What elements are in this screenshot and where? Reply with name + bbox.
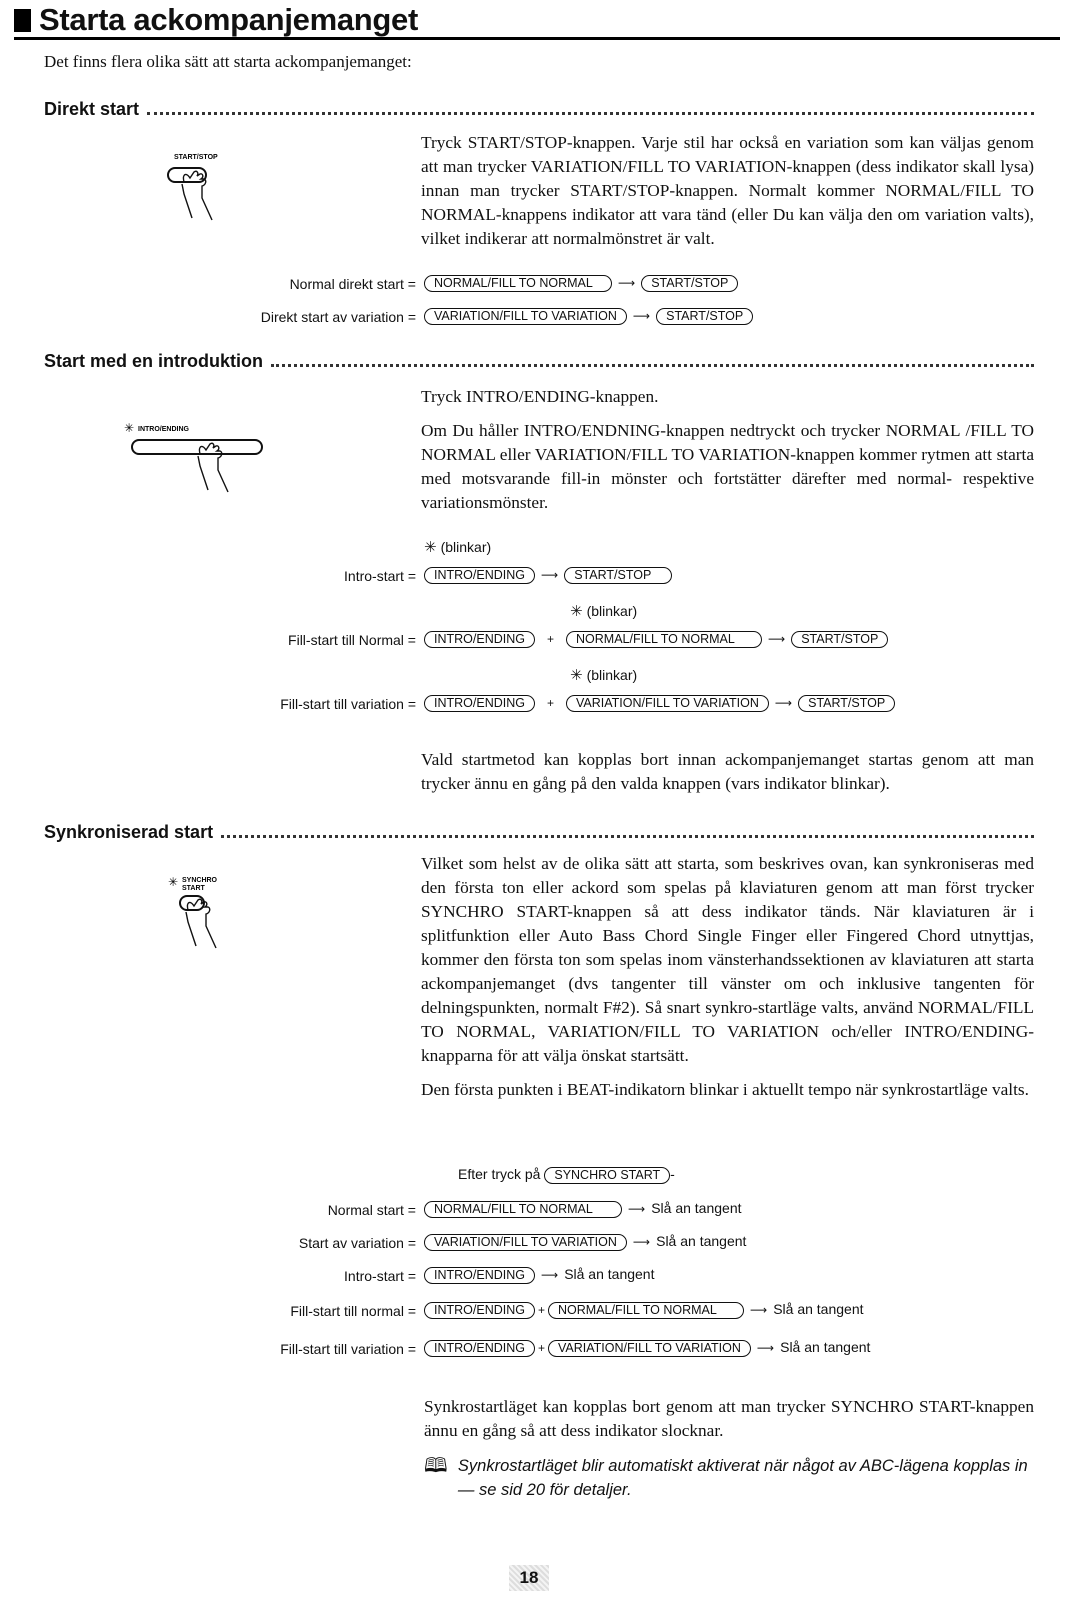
section-heading-direct: Direkt start (44, 99, 1034, 120)
blink-star-icon: ✳ (168, 875, 179, 889)
synchro-start-button[interactable]: SYNCHRO START (544, 1167, 670, 1184)
page-number: 18 (509, 1565, 549, 1591)
section-heading-synchro: Synkroniserad start (44, 822, 1034, 843)
blink-star-icon: ✳ (424, 539, 437, 556)
normal-fill-to-normal-button[interactable]: NORMAL/FILL TO NORMAL (424, 275, 612, 292)
synchro-body: Vilket som helst av de olika sätt att starta, som beskrives ovan, kan synkroniseras med den första ton eller ackord som spelas på klaviaturen genom att man först trycker SYNCHRO START-knappen så att dess indikator tänds. När klaviaturen är i splitfunktion eller Auto Bass Chord Single Finger eller Fingered Chord utnyttjas, kommer den första ton som spelas inom vänsterhandssektionen av klaviaturen att starta ackompanjemanget (dvs tangenter till vänster om och inklusive tangenten för delningspunkten, normalt F#2). Så snart synkro-startläge valts, använd NORMAL/FILL TO NORMAL, VARIATION/FILL TO VARIATION och/eller INTRO/ENDING-knapparna för att välja önskat startsätt. Den första punkten i BEAT-indikatorn blinkar i aktuellt tempo när synkrostartläge valts. (421, 854, 1034, 1099)
arrow-icon: ⟶ (540, 568, 559, 582)
flow-row: INTRO/ENDING + VARIATION/FILL TO VARIATION ⟶ Slå an tangent (424, 1339, 870, 1357)
flow-row (424, 694, 895, 712)
arrow-icon: ⟶ (756, 1341, 775, 1355)
flow-label: Normal start = (327, 1202, 416, 1218)
blink-star-icon: ✳ (124, 421, 135, 435)
flow-row (424, 566, 672, 584)
flow-label: Fill-start till Normal = (288, 632, 416, 648)
start-stop-button[interactable]: START/STOP (791, 631, 888, 648)
intro-flows (0, 538, 1072, 718)
flow-label: Fill-start till variation = (280, 696, 416, 712)
start-stop-button[interactable]: START/STOP (656, 308, 753, 325)
intro-ending-button[interactable]: INTRO/ENDING (424, 695, 535, 712)
flow-label: Intro-start = (344, 1268, 416, 1284)
after-press-row: Efter tryck på SYNCHRO START - (458, 1166, 675, 1182)
flow-label: Intro-start = (344, 568, 416, 584)
variation-fill-to-variation-button[interactable]: VARIATION/FILL TO VARIATION (548, 1340, 751, 1357)
intro-ending-button[interactable]: INTRO/ENDING (424, 1340, 535, 1357)
start-icon-label: START (182, 885, 205, 892)
dotted-leader (271, 356, 1034, 367)
synchro-icon-label: SYNCHRO (182, 877, 218, 884)
note: 🕮 Synkrostartläget blir automatiskt aktiverat när något av ABC-lägena kopplas in — se sid 20 för detaljer. (424, 1454, 1034, 1502)
intro-body: Tryck INTRO/ENDING-knappen. Om Du håller INTRO/ENDNING-knappen nedtryckt och trycker NORMAL /FILL TO NORMAL eller VARIATION/FILL TO VARIATION-knappen kommer rytmen att starta med motsvarande fill-in mönster och fortstätter därefter med normal- respektive variationsmönster. (421, 387, 1034, 512)
normal-fill-to-normal-button[interactable]: NORMAL/FILL TO NORMAL (424, 1201, 622, 1218)
flow-row: VARIATION/FILL TO VARIATION ⟶ Slå an tangent (424, 1233, 746, 1251)
variation-fill-to-variation-button[interactable]: VARIATION/FILL TO VARIATION (566, 695, 769, 712)
arrow-icon: ⟶ (768, 632, 786, 646)
title-square-icon (14, 9, 31, 32)
blink-star-icon: ✳ (570, 603, 583, 620)
start-stop-button[interactable]: START/STOP (641, 275, 738, 292)
arrow-icon: ⟶ (540, 1268, 559, 1282)
dotted-leader (221, 827, 1034, 838)
blink-indicator: ✳ (blinkar) (570, 667, 638, 684)
flow-label: Fill-start till variation = (280, 1341, 416, 1357)
arrow-icon: ⟶ (774, 696, 793, 710)
flow-label: Start av variation = (298, 1235, 416, 1251)
synchro-start-button-icon (160, 872, 270, 962)
blink-indicator: ✳ (blinkar) (424, 539, 492, 556)
flow-label: Fill-start till normal = (290, 1303, 416, 1319)
plus-sign: + (546, 632, 554, 646)
blink-star-icon: ✳ (570, 667, 583, 684)
intro-ending-button-icon (120, 420, 280, 500)
start-stop-button[interactable]: START/STOP (798, 695, 895, 712)
plus-sign: + (537, 1341, 545, 1355)
synchro-flows (0, 1162, 1072, 1362)
variation-fill-to-variation-button[interactable]: VARIATION/FILL TO VARIATION (424, 308, 627, 325)
title-rule (14, 37, 1060, 40)
intro-ending-button[interactable]: INTRO/ENDING (424, 1302, 535, 1319)
flow-row: NORMAL/FILL TO NORMAL ⟶ Slå an tangent (424, 1200, 742, 1218)
page-title: Starta ackompanjemanget (14, 2, 418, 38)
variation-fill-to-variation-button[interactable]: VARIATION/FILL TO VARIATION (424, 1234, 627, 1251)
flow-row (424, 307, 753, 325)
plus-sign: + (537, 1303, 545, 1317)
book-icon: 🕮 (424, 1455, 448, 1477)
intro-ending-icon-label: INTRO/ENDING (138, 426, 189, 433)
start-stop-icon-label: START/STOP (174, 154, 218, 161)
intro-body-2: Vald startmetod kan kopplas bort innan ackompanjemanget startas genom att man trycker ännu en gång på den valda knappen (vars indikator blinkar). (421, 750, 1034, 793)
start-stop-button[interactable]: START/STOP (564, 567, 672, 584)
flow-label: Direkt start av variation = (260, 309, 416, 325)
flow-row: INTRO/ENDING + NORMAL/FILL TO NORMAL ⟶ Slå an tangent (424, 1301, 864, 1319)
dotted-leader (147, 104, 1034, 115)
blink-indicator: ✳ (blinkar) (570, 603, 638, 620)
flow-row: INTRO/ENDING ⟶ Slå an tangent (424, 1266, 654, 1284)
normal-fill-to-normal-button[interactable]: NORMAL/FILL TO NORMAL (548, 1302, 744, 1319)
normal-fill-to-normal-button[interactable]: NORMAL/FILL TO NORMAL (566, 631, 762, 648)
flow-label: Normal direkt start = (289, 276, 416, 292)
arrow-icon: ⟶ (750, 1303, 768, 1317)
direct-body: Tryck START/STOP-knappen. Varje stil har också en variation som kan väljas genom att man trycker VARIATION/FILL TO VARIATION-knappen (dess indikator skall lysa) innan man trycker START/STOP-knappen. Normalt kommer NORMAL/FILL TO NORMAL-knappens indikator att vara tänd (eller Du kan välja den om variation valts), vilket indikerar att normalmönstret är valt. (421, 133, 1034, 248)
intro-ending-button[interactable]: INTRO/ENDING (424, 1267, 535, 1284)
section-heading-intro: Start med en introduktion (44, 351, 1034, 372)
arrow-icon: ⟶ (618, 276, 636, 290)
intro-ending-button[interactable]: INTRO/ENDING (424, 567, 535, 584)
flow-row (424, 274, 738, 292)
arrow-icon: ⟶ (632, 309, 651, 323)
arrow-icon: ⟶ (628, 1202, 646, 1216)
intro-text: Det finns flera olika sätt att starta ackompanjemanget: (44, 52, 412, 71)
start-stop-button-icon (160, 148, 270, 238)
direct-flows (0, 272, 1072, 332)
flow-row (424, 630, 888, 648)
plus-sign: + (546, 696, 554, 710)
synchro-body-2: Synkrostartläget kan kopplas bort genom att man trycker SYNCHRO START-knappen ännu en gång så att dess indikator slocknar. (424, 1397, 1034, 1440)
arrow-icon: ⟶ (632, 1235, 651, 1249)
intro-ending-button[interactable]: INTRO/ENDING (424, 631, 535, 648)
